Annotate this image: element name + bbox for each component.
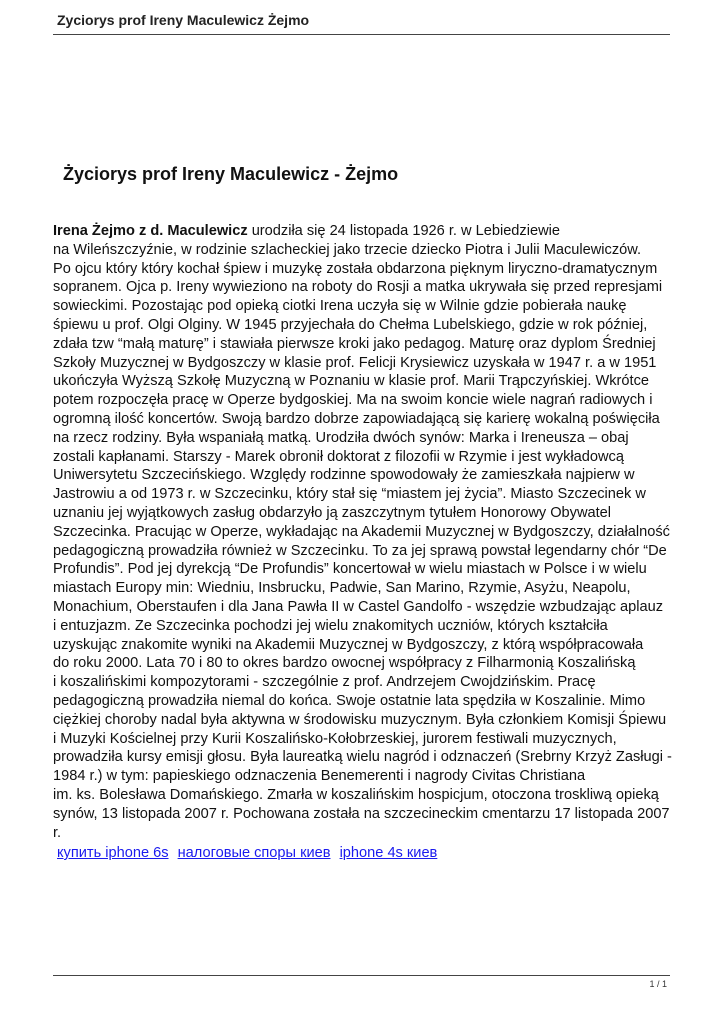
link-list — [57, 845, 442, 861]
article-body-text: urodziła się 24 listopada 1926 r. w Lebiedziewie na Wileńszczyźnie, w rodzinie szlacheckiej jako trzecie dziecko Piotra i Julii Maculewiczów. Po ojcu który który kochał śpiew i muzykę została obdarzona pięknym liryczno-dramatycznym sopranem. Ojca p. Ireny wywieziono na roboty do Rosji a matka ukrywała się przed represjami sowieckimi. Pozostając pod opieką ciotki Irena uczyła się w Wilnie gdzie pobierała naukę śpiewu u prof. Olgi Olginy. W 1945 przyjechała do Chełma Lubelskiego, gdzie w rok później, zdała tzw “małą maturę” i stawiała pierwsze kroki jako pedagog. Maturę oraz dyplom Średniej Szkoły Muzycznej w Bydgoszczy w klasie prof. Felicji Krysiewicz uzyskała w 1947 r. a w 1951 ukończyła Wyższą Szkołę Muzyczną w Poznaniu w klasie prof. Marii Trąpczyńskiej. Wkrótce potem rozpoczęła pracę w Operze bydgoskiej. Ma na swoim koncie wiele nagrań radiowych i ogromną ilość koncertów. Swoją bardzo dobrze zapowiadającą się karierę wokalną poświęciła na rzecz rodziny. Była wspaniałą matką. Urodziła dwóch synów: Marka i Ireneusza – obaj zostali kapłanami. Starszy - Marek obronił doktorat z filozofii w Rzymie i jest wykładowcą Uniwersytetu Szczecińskiego. Względy rodzinne spowodowały że zamieszkała najpierw w Jastrowiu a od 1973 r. w Szczecinku, który stał się “miastem jej życia”. Miasto Szczecinek w uznaniu jej wyjątkowych zasług obdarzyło ją zaszczytnym tytułem Honorowy Obywatel Szczecinka. Pracując w Operze, wykładając na Akademii Muzycznej w Bydgoszczy, działalność pedagogiczną prowadziła również w Szczecinku. To za jej sprawą powstał legendarny chór “De Profundis”. Pod jej dyrekcją “De Profundis” koncertował w wielu miastach w Polsce i w wielu miastach Europy min: Wiedniu, Insbrucku, Padwie, San Marino, Rzymie, Asyżu, Neapolu, Monachium, Oberstaufen i dla Jana Pawła II w Castel Gandolfo - wszędzie wzbudzając aplauz i entuzjazm. Ze Szczecinka pochodzi jej wielu znakomitych uczniów, których kształciła uzyskując znakomite wyniki na Akademii Muzycznej w Bydgoszczy, z którą współpracowała do roku 2000. Lata 70 i 80 to okres bardzo owocnej współpracy z Filharmonią Koszalińską i koszalińskimi kompozytorami - szczególnie z prof. Andrzejem Cwojdzińskim. Pracę pedagogiczną prowadziła niemal do końca. Swoje ostatnie lata spędziła w Koszalinie. Mimo ciężkiej choroby nadal była aktywna w środowisku muzycznym. Była członkiem Komisji Śpiewu i Muzyki Kościelnej przy Kurii Koszalińsko-Kołobrzeskiej, jurorem festiwali muzycznych, prowadziła kursy emisji głosu. Była laureatką wielu nagród i odznaczeń (Srebrny Krzyż Zasługi - 1984 r.) w tym: papieskiego odznaczenia Benemerenti i nagrody Civitas Christiana im. ks. Bolesława Domańskiego. Zmarła w koszalińskim hospicjum, otoczona troskliwą opieką synów, 13 listopada 2007 r. Pochowana została na szczecineckim cmentarzu 17 listopada 2007 r. — [53, 223, 672, 841]
document-header-title: Zyciorys prof Ireny Maculewicz Żejmo — [57, 12, 310, 28]
link-iphone-4s[interactable]: iphone 4s киев — [339, 845, 438, 861]
page-number: 1 / 1 — [649, 979, 667, 989]
article-lead: Irena Żejmo z d. Maculewicz — [53, 223, 248, 239]
link-iphone-6s[interactable]: купить iphone 6s — [57, 845, 169, 861]
footer-divider — [53, 975, 670, 976]
article-title: Życiorys prof Ireny Maculewicz - Żejmo — [63, 164, 399, 184]
link-tax-disputes[interactable]: налоговые споры киев — [177, 845, 331, 861]
article-body — [53, 222, 675, 842]
header-divider — [53, 34, 670, 35]
